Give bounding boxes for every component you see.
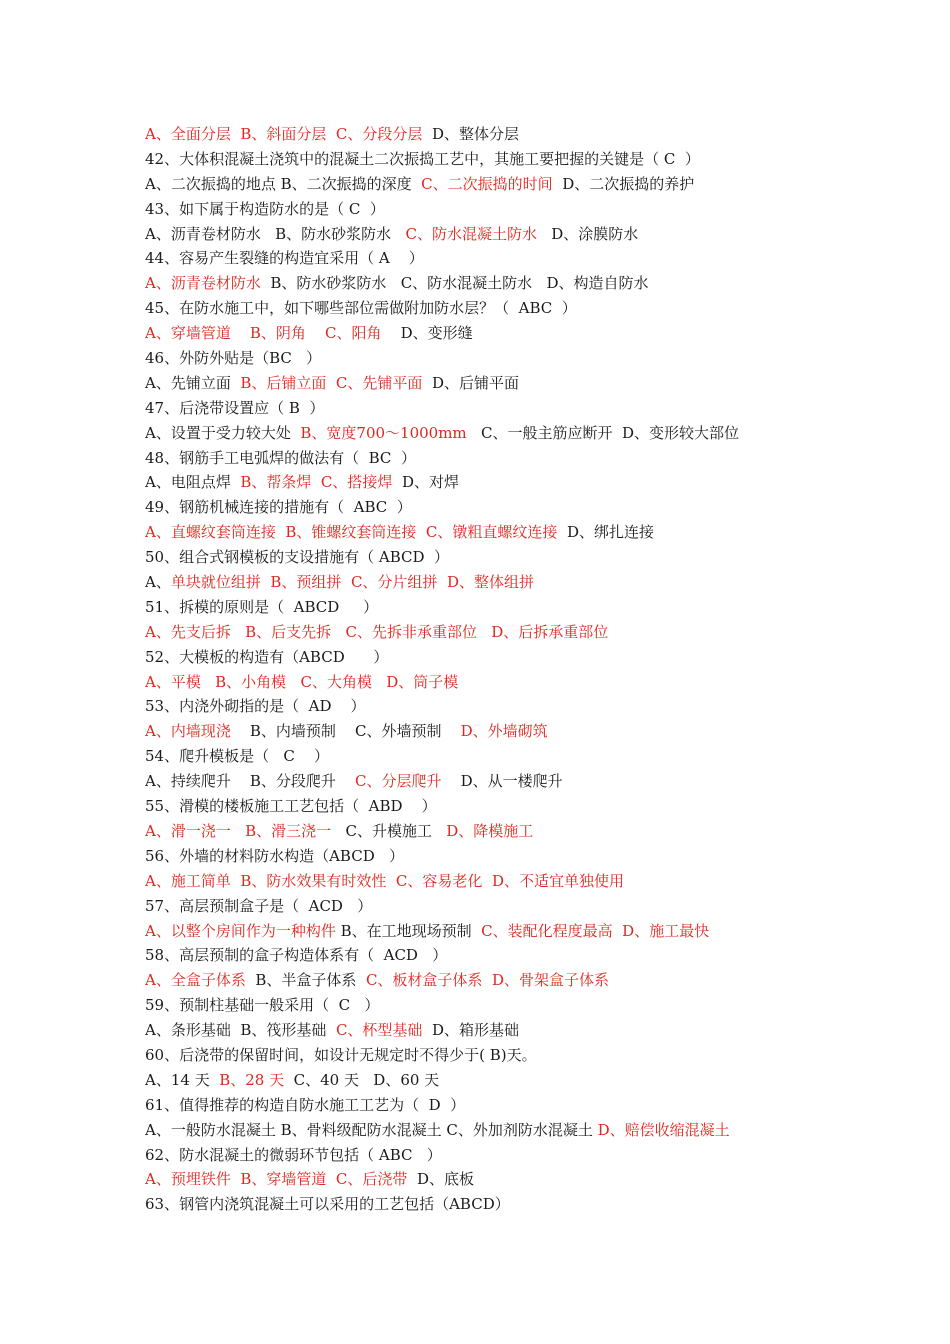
question-text: 60、后浇带的保留时间，如设计无规定时不得少于( B)天。: [145, 1045, 537, 1064]
question-text: 56、外墙的材料防水构造（ABCD ）: [145, 846, 405, 865]
answer-text: A、平模 B、小角模 C、大角模 D、筒子模: [145, 672, 459, 691]
text-line: [145, 172, 845, 197]
answer-text: C、二次振捣的时间: [421, 174, 563, 193]
text-line: [145, 1143, 845, 1168]
question-text: 53、内浇外砌指的是（ AD ）: [145, 697, 366, 716]
answer-text: A、施工简单 B、防水效果有时效性 C、容易老化 D、不适宜单独使用: [145, 871, 624, 890]
text-line: [145, 719, 845, 744]
text-line: [145, 645, 845, 670]
answer-text: B、帮条焊 C、搭接焊: [240, 473, 402, 492]
question-text: 52、大模板的构造有（ABCD ）: [145, 647, 389, 666]
question-text: D、从一楼爬升: [460, 772, 563, 791]
answer-text: A、内墙现浇: [145, 722, 250, 741]
text-line: [145, 694, 845, 719]
question-text: B、在工地现场预制: [340, 921, 482, 940]
text-line: [145, 1043, 845, 1068]
question-text: D、绑扎连接: [566, 523, 654, 542]
question-text: A、二次振捣的地点 B、二次振捣的深度: [145, 174, 422, 193]
answer-text: A、以整个房间作为一种构件: [145, 921, 341, 940]
text-line: [145, 1093, 845, 1118]
question-text: D、整体分层: [431, 125, 519, 143]
question-text: 43、如下属于构造防水的是（ C ）: [145, 199, 385, 218]
question-text: D、对焊: [401, 473, 459, 492]
answer-text: B、28 天: [219, 1070, 294, 1089]
question-text: 42、大体积混凝土浇筑中的混凝土二次振捣工艺中，其施工要把握的关键是（ C ）: [145, 149, 700, 168]
text-line: [145, 495, 845, 520]
answer-text: A、全盒子体系: [145, 971, 256, 990]
question-text: A、持续爬升 B、分段爬升: [145, 772, 356, 791]
text-line: [145, 869, 845, 894]
question-text: 46、外防外贴是（BC ）: [145, 349, 322, 368]
answer-text: A、直螺纹套筒连接 B、锥螺纹套筒连接 C、镦粗直螺纹连接: [145, 523, 567, 542]
question-text: 51、拆模的原则是（ ABCD ）: [145, 597, 379, 616]
text-line: [145, 296, 845, 321]
text-line: [145, 794, 845, 819]
question-text: 50、组合式钢模板的支设措施有（ ABCD ）: [145, 548, 450, 567]
text-line: [145, 894, 845, 919]
text-line: [145, 396, 845, 421]
question-text: 48、钢筋手工电弧焊的做法有（ BC ）: [145, 448, 416, 467]
question-text: D、底板: [416, 1170, 474, 1189]
text-line: [145, 346, 845, 371]
text-line: [145, 371, 845, 396]
text-line: [145, 744, 845, 769]
text-line: [145, 670, 845, 695]
question-text: 63、钢管内浇筑混凝土可以采用的工艺包括（ABCD）: [145, 1195, 510, 1214]
answer-text: B、宽度700～1000mm: [300, 423, 481, 442]
question-text: 55、滑模的楼板施工工艺包括（ ABD ）: [145, 797, 437, 816]
question-text: 49、钢筋机械连接的措施有（ ABC ）: [145, 498, 412, 517]
text-line: [145, 993, 845, 1018]
answer-text: 单块就位组拼 B、预组拼 C、分片组拼 D、整体组拼: [170, 573, 534, 592]
question-text: D、二次振捣的养护: [562, 174, 695, 193]
question-text: B、半盒子体系: [255, 971, 366, 990]
question-text: 45、在防水施工中，如下哪些部位需做附加防水层？（ ABC ）: [145, 299, 577, 318]
question-text: C、一般主筋应断开 D、变形较大部位: [480, 423, 740, 442]
answer-text: C、板材盒子体系 D、骨架盒子体系: [365, 971, 609, 990]
text-line: [145, 222, 845, 247]
question-text: 47、后浇带设置应（ B ）: [145, 398, 325, 417]
text-line: [145, 147, 845, 172]
question-text: D、箱形基础: [431, 1021, 519, 1040]
question-text: A、: [145, 573, 171, 592]
question-text: 61、值得推荐的构造自防水施工工艺为（ D ）: [145, 1095, 466, 1114]
text-line: [145, 470, 845, 495]
text-line: [145, 919, 845, 944]
answer-text: A、滑一浇一 B、滑三浇一: [145, 821, 346, 840]
question-text: 59、预制柱基础一般采用（ C ）: [145, 996, 380, 1015]
question-text: A、设置于受力较大处: [145, 423, 301, 442]
answer-text: D、外墙砌筑: [460, 722, 548, 741]
answer-text: D、降模施工: [446, 821, 534, 840]
text-line: [145, 595, 845, 620]
answer-text: C、装配化程度最高 D、施工最快: [481, 921, 710, 940]
text-line: [145, 321, 845, 346]
question-text: 44、容易产生裂缝的构造宜采用（ A ）: [145, 249, 424, 268]
question-text: A、条形基础 B、筏形基础: [145, 1021, 336, 1040]
text-line: [145, 769, 845, 794]
text-line: [145, 446, 845, 471]
question-text: D、涂膜防水: [551, 224, 639, 243]
text-line: [145, 421, 845, 446]
answer-text: C、分层爬升: [355, 772, 461, 791]
text-line: [145, 943, 845, 968]
question-text: C、升模施工: [345, 821, 447, 840]
text-line: [145, 1068, 845, 1093]
question-text: A、电阻点焊: [145, 473, 241, 492]
answer-text: A、预埋铁件 B、穿墙管道 C、后浇带: [145, 1170, 417, 1189]
question-text: D、后铺平面: [431, 373, 519, 392]
answer-text: D、赔偿收缩混凝土: [597, 1120, 730, 1139]
question-text: A、沥青卷材防水 B、防水砂浆防水: [145, 224, 406, 243]
answer-text: A、先支后拆 B、后支先拆 C、先拆非承重部位 D、后拆承重部位: [145, 622, 609, 641]
question-text: C、40 天 D、60 天: [293, 1070, 440, 1089]
answer-text: A、穿墙管道 B、阴角 C、阳角: [145, 324, 401, 343]
question-text: 58、高层预制的盒子构造体系有（ ACD ）: [145, 946, 448, 965]
answer-text: C、防水混凝土防水: [405, 224, 552, 243]
text-line: [145, 520, 845, 545]
answer-text: C、杯型基础: [335, 1021, 432, 1040]
text-line: [145, 122, 845, 147]
question-text: A、一般防水混凝土 B、骨料级配防水混凝土 C、外加剂防水混凝土: [145, 1120, 598, 1139]
question-text: A、先铺立面: [145, 373, 241, 392]
text-line: [145, 246, 845, 271]
answer-text: A、沥青卷材防水: [145, 274, 271, 293]
question-text: 57、高层预制盒子是（ ACD ）: [145, 896, 373, 915]
text-line: [145, 570, 845, 595]
text-line: [145, 844, 845, 869]
text-line: [145, 1167, 845, 1192]
question-text: A、14 天: [145, 1070, 220, 1089]
question-text: 62、防水混凝土的微弱环节包括（ ABC ）: [145, 1145, 442, 1164]
answer-text: B、后铺立面 C、先铺平面: [240, 373, 432, 392]
text-line: [145, 1192, 845, 1217]
question-text: D、变形缝: [400, 324, 473, 343]
text-line: [145, 620, 845, 645]
question-text: 54、爬升模板是（ C ）: [145, 747, 329, 766]
text-line: [145, 1118, 845, 1143]
answer-text: A、全面分层 B、斜面分层 C、分段分层: [145, 125, 432, 143]
question-text: B、内墙预制 C、外墙预制: [249, 722, 461, 741]
question-text: B、防水砂浆防水 C、防水混凝土防水 D、构造自防水: [270, 274, 649, 293]
text-line: [145, 819, 845, 844]
text-line: [145, 197, 845, 222]
text-line: [145, 1018, 845, 1043]
text-line: [145, 968, 845, 993]
text-line: [145, 271, 845, 296]
text-line: [145, 545, 845, 570]
